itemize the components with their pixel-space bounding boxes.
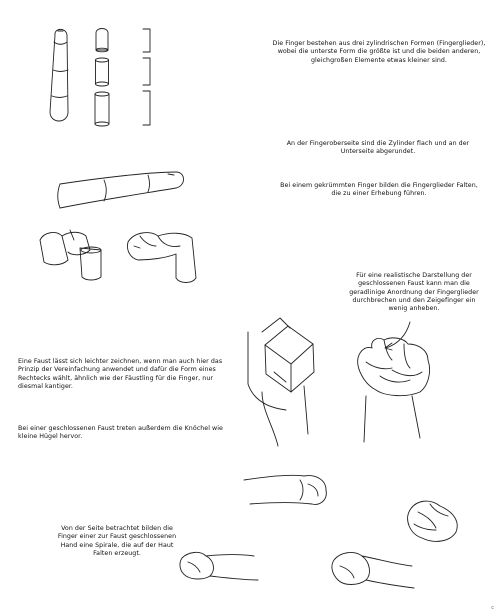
- text-flat-top: An der Fingeroberseite sind die Zylinder flach und an der Unterseite abgerundet.: [286, 140, 470, 156]
- text-cylinders: Die Finger bestehen aus drei zylindrischen Formen (Fingerglieder), wobei die unterste Form die größte ist und die beiden anderen, gleichgroßen Elemente etwas kleiner sind.: [272, 40, 486, 64]
- finger-drawing: [50, 29, 68, 121]
- text-fist-box: Eine Faust lässt sich leichter zeichnen, wenn man auch hier das Prinzip der Vereinfachung anwendet und dafür die Form eines Rechtecks wählt, ähnlich wie der Fäustling für die Finger, nur diesmal kantiger.: [18, 358, 223, 390]
- text-knuckles: Bei einer geschlossenen Faust treten außerdem die Knöchel wie kleine Hügel hervor.: [18, 425, 223, 441]
- bent-cylinders-drawing: [40, 230, 101, 280]
- side-fist-drawing-right: [332, 553, 414, 588]
- floating-fist-drawing: [408, 501, 458, 541]
- side-fist-drawing-upper: [244, 475, 326, 504]
- page-number: c: [491, 605, 494, 611]
- bracket-marks: [143, 29, 150, 125]
- text-bent-finger: Bei einem gekrümmten Finger bilden die Fingerglieder Falten, die zu einer Erhebung führen.: [280, 182, 478, 198]
- bent-finger-drawing: [127, 233, 196, 283]
- cylinder-segments: [95, 29, 109, 127]
- side-fist-drawing-lower: [180, 552, 258, 580]
- text-realistic-fist: Für eine realistische Darstellung der geschlossenen Faust kann man die geradlinige Anordnung der Fingerglieder durchbrechen und den Zeigefinger ein wenig anheben.: [349, 272, 479, 313]
- flat-finger-drawing: [58, 172, 184, 208]
- text-side-view: Von der Seite betrachtet bilden die Finger einer zur Faust geschlossenen Hand eine Spirale, die auf der Haut Falten erzeugt.: [57, 525, 177, 557]
- realistic-fist-drawing: [358, 338, 430, 442]
- box-fist-drawing: [248, 318, 314, 446]
- arrow-line: [386, 322, 410, 348]
